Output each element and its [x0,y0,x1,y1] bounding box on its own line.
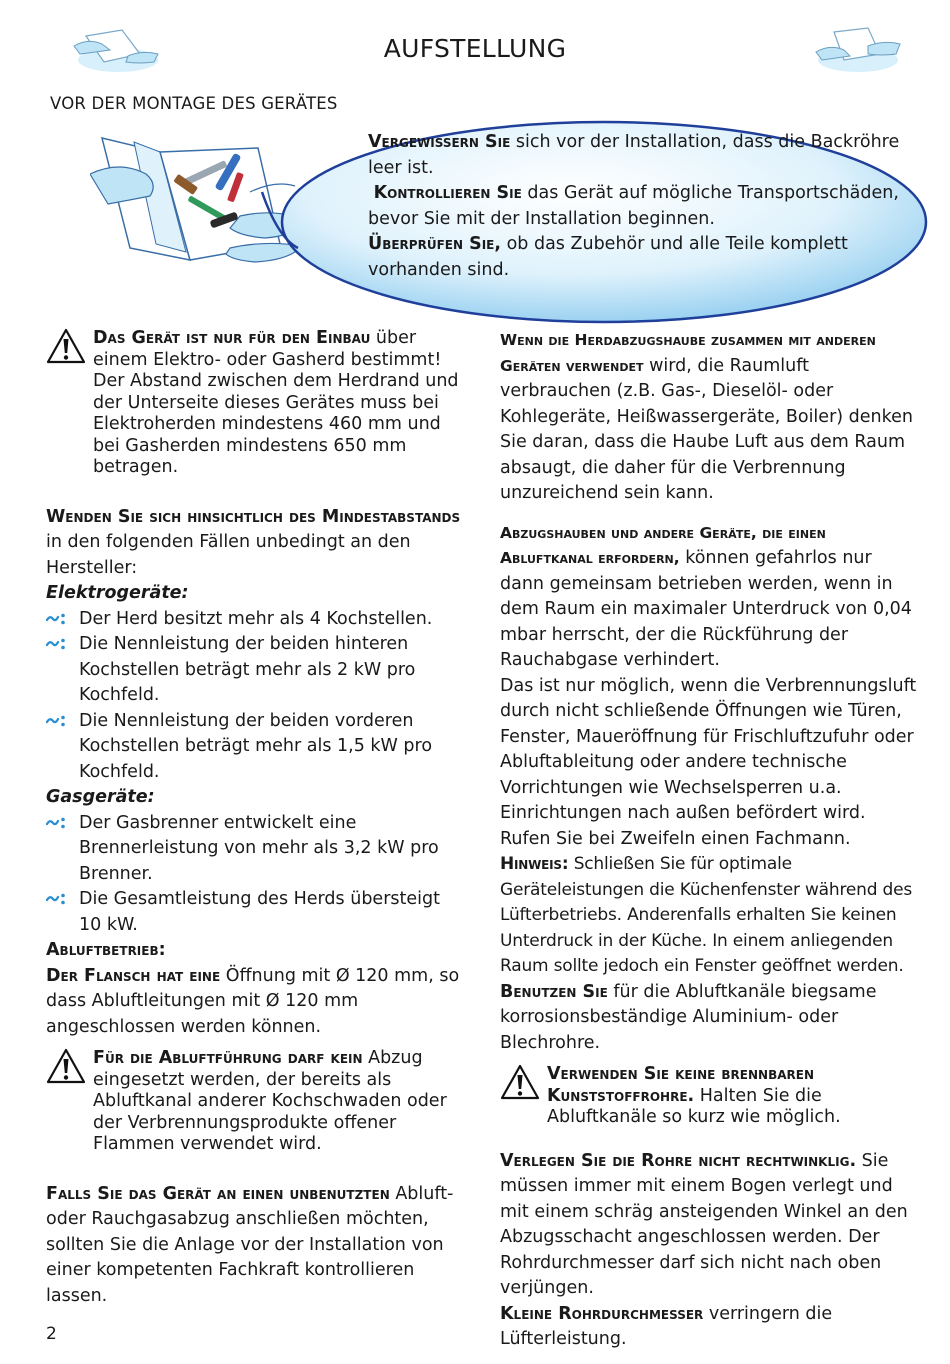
installation-checklist [368,130,908,283]
list-item [46,887,466,938]
warning-lead: Das Gerät ist nur für den Einbau [93,328,371,348]
other-appliances-paragraph [500,328,920,507]
paragraph-lead: Falls Sie das Gerät an einen unbenutzten [46,1183,390,1204]
wave-bullet-icon [46,612,68,626]
warning-text: Halten Sie die Abluftkanäle so kurz wie möglich. [547,1085,841,1127]
list-item-text: Der Gasbrenner entwickelt eine Brennerleistung von mehr als 3,2 kW pro Brenner. [79,812,439,884]
page-title: AUFSTELLUNG [383,34,567,63]
warning-triangle-icon [46,328,86,364]
list-item-text: Die Gesamtleistung des Herds übersteigt 10 kW. [79,889,440,935]
check-item-transport-damage [368,181,908,232]
paragraph-text: für die Abluftkanäle biegsame korrosionsbeständige Aluminium- oder Blechrohre. [500,981,877,1053]
combined-operation-paragraph [500,521,920,674]
warning-lead: Für die Abluftführung darf kein [93,1048,363,1068]
wave-bullet-icon [46,714,68,728]
min-distance-intro [46,505,466,582]
hint-paragraph [500,852,920,980]
unused-duct-paragraph [46,1182,466,1310]
warning-exhaust-duct [46,1048,466,1156]
left-column [46,328,466,1309]
paragraph-text: verringern die Lüfterleistung. [500,1303,833,1349]
paragraph-text: Schließen Sie für optimale Geräteleistungen die Küchenfenster während des Lüfterbetriebs. Anderenfalls erhalten Sie keinen Unterdruck in der Küche. In einem anliegenden Raum sollte jedoch ein Fenster geöffnet werden. [500,854,913,976]
flange-paragraph [46,964,466,1041]
hands-document-icon [66,24,164,76]
list-item [46,632,466,709]
paragraph-lead: Kleine Rohrdurchmesser [500,1303,704,1324]
paragraph-lead: Abzugshauben und andere Geräte, die einen Abluftkanal erfordern, [500,523,826,567]
paragraph-text: Abluft- oder Rauchgasabzug anschließen möchten, sollten Sie die Anlage vor der Installation von einer kompetenten Fachkraft kontrollieren lassen. [46,1183,454,1306]
list-item [46,607,466,633]
list-item-text: Die Nennleistung der beiden vorderen Kochstellen beträgt mehr als 1,5 kW pro Kochfeld. [79,710,433,782]
paragraph-text: wird, die Raumluft verbrauchen (z.B. Gas-, Dieselöl- oder Kohlegeräte, Heißwassergeräte, Boiler) denken Sie daran, dass die Haube Luft aus dem Raum absaugt, die daher für die Verbrennung unzureichend sein kann. [500,355,913,503]
hands-document-icon [810,24,908,76]
check-item-accessories [368,232,908,283]
electric-heading: Elektrogeräte: [46,583,189,603]
check-lead: Kontrollieren Sie [373,183,522,203]
pipe-diameter-paragraph [500,1302,920,1353]
check-lead: Vergewissern Sie [368,132,511,152]
check-text: sich vor der Installation, dass die Backröhre leer ist. [368,132,900,178]
check-text: ob das Zubehör und alle Teile komplett vorhanden sind. [368,234,848,280]
combustion-air-paragraph: Das ist nur möglich, wenn die Verbrennungsluft durch nicht schließende Öffnungen wie Türen, Fenster, Maueröffnung für Frischluftzufuhr oder Abluftableitung oder andere technische Vorrichtungen wie Wechselsperren u.a. Einrichtungen nach außen befördert wird. Rufen Sie bei Zweifeln einen Fachmann. [500,675,917,849]
wave-bullet-icon [46,892,68,906]
paragraph-text: in den folgenden Fällen unbedingt an den Hersteller: [46,532,411,578]
paragraph-lead: Der Flansch hat eine [46,965,221,986]
check-item-empty-oven [368,130,908,181]
warning-lead: Verwenden Sie keine brennbaren Kunststoffrohre. [547,1064,814,1106]
page-number: 2 [46,1324,57,1344]
paragraph-lead: Wenden Sie sich hinsichtlich des Mindestabstands [46,506,461,527]
list-item-text: Der Herd besitzt mehr als 4 Kochstellen. [79,608,433,629]
section-subtitle: VOR DER MONTAGE DES GERÄTES [50,94,338,113]
paragraph-lead: Hinweis: [500,854,569,874]
exhaust-heading: Abluftbetrieb: [46,940,166,960]
warning-text: Abzug eingesetzt werden, der bereits als Abluftkanal anderer Kochschwaden oder der Verbrennungsprodukte offener Flammen verwendet wird. [93,1048,447,1154]
pipe-routing-paragraph [500,1149,920,1302]
warning-text: über einem Elektro- oder Gasherd bestimmt! Der Abstand zwischen dem Herdrand und der Unterseite dieses Gerätes muss bei Elektroherden mindestens 460 mm und bei Gasherden mindestens 650 mm betragen. [93,328,459,477]
paragraph-text: Öffnung mit Ø 120 mm, so dass Abluftleitungen mit Ø 120 mm angeschlossen werden können. [46,965,460,1037]
paragraph-lead: Wenn die Herdabzugshaube zusammen mit anderen Geräten verwendet [500,331,876,375]
list-item [46,811,466,888]
gas-heading: Gasgeräte: [46,787,155,807]
warning-triangle-icon [500,1064,540,1100]
wave-bullet-icon [46,637,68,651]
check-text: das Gerät auf mögliche Transportschäden, bevor Sie mit der Installation beginnen. [368,183,899,229]
warning-flammable-pipes [500,1064,920,1129]
paragraph-text: können gefahrlos nur dann gemeinsam betrieben werden, wenn in dem Raum ein maximaler Unterdruck von 0,04 mbar herrscht, der die Rückführung der Rauchabgase verhindert. [500,548,912,670]
right-column [500,328,920,1353]
duct-material-paragraph [500,980,920,1057]
wave-bullet-icon [46,816,68,830]
warning-built-in [46,328,466,479]
paragraph-lead: Benutzen Sie [500,981,608,1002]
list-item-text: Die Nennleistung der beiden hinteren Kochstellen beträgt mehr als 2 kW pro Kochfeld. [79,634,416,705]
paragraph-lead: Verlegen Sie die Rohre nicht rechtwinklig. [500,1150,857,1171]
list-item [46,709,466,786]
warning-triangle-icon [46,1048,86,1084]
paragraph-text: Sie müssen immer mit einem Bogen verlegt und mit einem schräg ansteigenden Winkel an den Abzugsschacht angeschlossen werden. Der Rohrdurchmesser darf sich nicht nach oben verjüngen. [500,1150,908,1298]
check-lead: Überprüfen Sie, [368,234,502,254]
